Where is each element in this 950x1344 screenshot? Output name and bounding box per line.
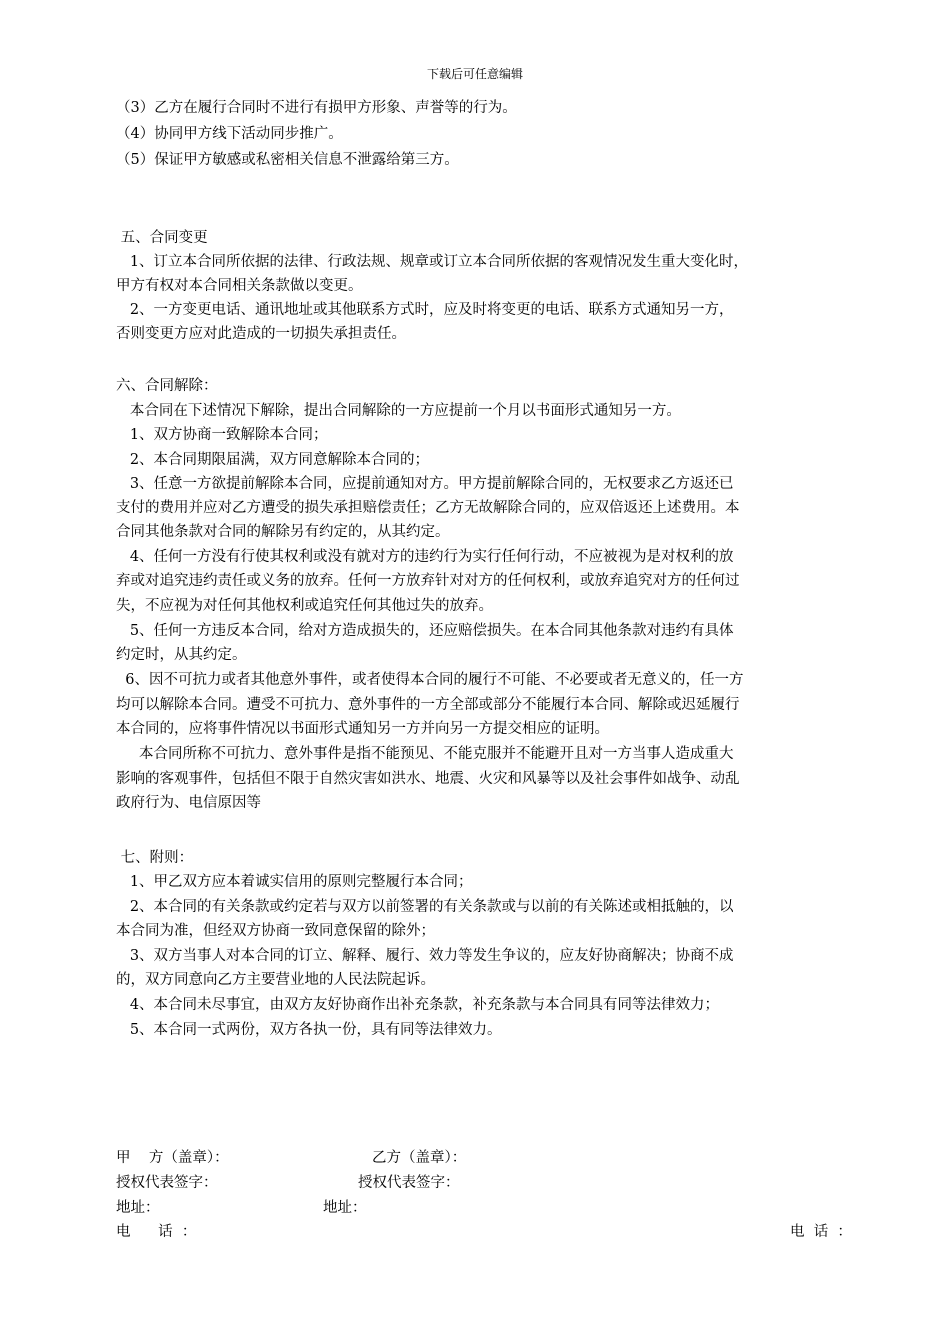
body-line: 4、任何一方没有行使其权利或没有就对方的违约行为实行任何行动，不应被视为是对权利的放 xyxy=(116,549,734,565)
body-line: 3、双方当事人对本合同的订立、解释、履行、效力等发生争议的，应友好协商解决；协商不成 xyxy=(116,948,734,964)
body-line: 约定时，从其约定。 xyxy=(116,647,247,663)
body-line: 甲方有权对本合同相关条款做以变更。 xyxy=(116,278,363,294)
body-line: 2、本合同期限届满，双方同意解除本合同的； xyxy=(116,452,430,468)
party-b-seal-label: 乙方（盖章）： xyxy=(372,1150,467,1166)
body-line: 本合同的，应将事件情况以书面形式通知另一方并向另一方提交相应的证明。 xyxy=(116,721,609,737)
body-line: 4、本合同未尽事宜，由双方友好协商作出补充条款，补充条款与本合同具有同等法律效力； xyxy=(116,997,720,1013)
party-a-rep-label: 授权代表签字： xyxy=(116,1175,218,1191)
body-line: 影响的客观事件，包括但不限于自然灾害如洪水、地震、火灾和风暴等以及社会事件如战争、动乱 xyxy=(116,771,740,787)
body-line: 否则变更方应对此造成的一切损失承担责任。 xyxy=(116,326,406,342)
body-line: 支付的费用并应对乙方遭受的损失承担赔偿责任；乙方无故解除合同的，应双倍返还上述费用。本 xyxy=(116,500,740,516)
body-line: （5）保证甲方敏感或私密相关信息不泄露给第三方。 xyxy=(116,152,459,168)
body-line: 1、订立本合同所依据的法律、行政法规、规章或订立本合同所依据的客观情况发生重大变化时， xyxy=(116,254,749,270)
body-line: 5、任何一方违反本合同，给对方造成损失的，还应赔偿损失。在本合同其他条款对违约有具体 xyxy=(116,623,734,639)
body-line: 六、合同解除： xyxy=(116,378,218,394)
body-line: 合同其他条款对合同的解除另有约定的，从其约定。 xyxy=(116,524,450,540)
body-line: 1、双方协商一致解除本合同； xyxy=(116,427,328,443)
body-line: 2、一方变更电话、通讯地址或其他联系方式时，应及时将变更的电话、联系方式通知另一方， xyxy=(116,302,734,318)
body-line: 均可以解除本合同。遭受不可抗力、意外事件的一方全部或部分不能履行本合同、解除或迟延履行 xyxy=(116,697,740,713)
body-line: 七、附则： xyxy=(116,850,194,866)
body-line: 的，双方同意向乙方主要营业地的人民法院起诉。 xyxy=(116,972,435,988)
body-line: 2、本合同的有关条款或约定若与双方以前签署的有关条款或与以前的有关陈述或相抵触的，以 xyxy=(116,899,734,915)
page-header: 下载后可任意编辑 xyxy=(426,67,523,81)
body-line: （4）协同甲方线下活动同步推广。 xyxy=(116,126,343,142)
party-b-address-label: 地址： xyxy=(323,1200,367,1216)
body-line: 本合同所称不可抗力、意外事件是指不能预见、不能克服并不能避开且对一方当事人造成重大 xyxy=(116,746,734,762)
body-line: 失，不应视为对任何其他权利或追究任何其他过失的放弃。 xyxy=(116,598,493,614)
body-line: 1、甲乙双方应本着诚实信用的原则完整履行本合同； xyxy=(116,874,473,890)
party-a-address-label: 地址： xyxy=(116,1200,160,1216)
body-line: 本合同在下述情况下解除，提出合同解除的一方应提前一个月以书面形式通知另一方。 xyxy=(116,403,681,419)
body-line: 弃或对追究违约责任或义务的放弃。任何一方放弃针对对方的任何权利，或放弃追究对方的任何过 xyxy=(116,573,740,589)
party-b-phone-label: 电 话 ： xyxy=(790,1224,852,1240)
body-line: 6、因不可抗力或者其他意外事件，或者使得本合同的履行不可能、不必要或者无意义的，任一方 xyxy=(116,672,744,688)
body-line: （3）乙方在履行合同时不进行有损甲方形象、声誉等的行为。 xyxy=(116,100,517,116)
body-line: 政府行为、电信原因等 xyxy=(116,795,261,811)
body-line: 3、任意一方欲提前解除本合同，应提前通知对方。甲方提前解除合同的，无权要求乙方返还已 xyxy=(116,476,734,492)
party-a-seal-label: 甲 方（盖章）： xyxy=(116,1150,229,1166)
body-line: 五、合同变更 xyxy=(116,230,208,246)
body-line: 本合同为准，但经双方协商一致同意保留的除外； xyxy=(116,923,435,939)
party-b-rep-label: 授权代表签字： xyxy=(358,1175,460,1191)
body-line: 5、本合同一式两份，双方各执一份，具有同等法律效力。 xyxy=(116,1022,502,1038)
party-a-phone-label: 电 话 ： xyxy=(116,1224,197,1240)
